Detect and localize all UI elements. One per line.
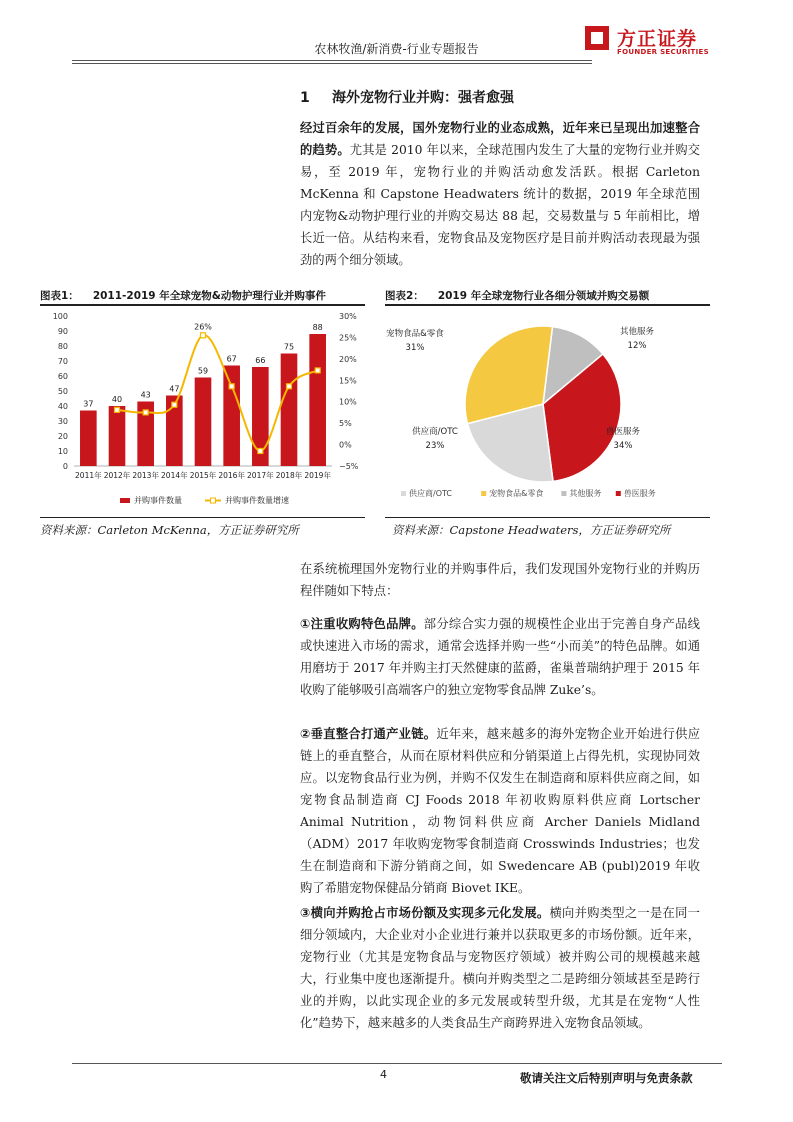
y-left-tick-label: 40 (57, 402, 68, 411)
legend-bar-label: 并购事件数量 (134, 496, 182, 505)
growth-rate-point (143, 410, 148, 415)
pie-value-label: 12% (627, 341, 647, 351)
y-left-tick-label: 20 (57, 432, 68, 441)
feature-paragraph-1 (300, 613, 700, 701)
y-right-tick-label: 0% (339, 440, 352, 450)
y-left-tick-label: 100 (52, 312, 68, 321)
bar (281, 354, 298, 467)
figure1-title: 2011-2019 年全球宠物&动物护理行业并购事件 (92, 290, 326, 302)
feature-paragraph-2 (300, 723, 700, 899)
figure1-source: 资料来源：Carleton McKenna，方正证券研究所 (40, 523, 299, 537)
bar (195, 378, 212, 467)
x-tick-label: 2017年 (247, 471, 274, 480)
feature-1-body: 部分综合实力强的规模性企业出于完善自身产品线或快速进入市场的需求，通常会选择并购一些“小而美”的特色品牌。如通用磨坊于 2017 年并购主打天然健康的蓝爵，雀巢普瑞纳护理于 2015 年收购了能够吸引高端客户的独立宠物零食品牌 Zuke’s。 (300, 617, 700, 697)
ma-events-bar-line-chart (40, 306, 370, 514)
logo-mark-icon (585, 26, 609, 50)
bar-data-label: 75 (283, 342, 295, 352)
y-right-tick-label: 10% (339, 397, 357, 407)
legend-swatch (481, 491, 486, 496)
pie-category-label: 其他服务 (619, 327, 655, 337)
figure1-label: 图表1： (40, 290, 79, 302)
growth-rate-point (287, 384, 292, 389)
figure2-caption (385, 288, 649, 304)
x-tick-label: 2018年 (275, 471, 303, 480)
growth-rate-data-label: 26% (194, 322, 212, 332)
x-tick-label: 2016年 (218, 471, 245, 480)
bar-data-label: 43 (140, 390, 151, 400)
legend-label: 宠物食品&零食 (489, 489, 544, 498)
legend-label: 供应商/OTC (409, 489, 452, 498)
y-left-tick-label: 0 (62, 462, 68, 471)
bar-data-label: 67 (226, 354, 237, 364)
pie-category-label: 兽医服务 (605, 427, 641, 437)
feature-2-heading: ②垂直整合打通产业链。 (300, 727, 437, 741)
growth-rate-point (315, 368, 320, 373)
y-left-tick-label: 30 (57, 417, 68, 426)
y-right-tick-label: 30% (339, 312, 357, 321)
growth-rate-point (201, 333, 206, 338)
y-right-tick-label: −5% (339, 462, 359, 471)
footer-rule (72, 1063, 722, 1064)
pie-value-label: 34% (613, 441, 633, 451)
bar-data-label: 66 (255, 356, 266, 365)
y-left-tick-label: 10 (57, 447, 68, 456)
pie-category-label: 供应商/OTC (412, 427, 458, 437)
feature-paragraph-3 (300, 902, 700, 1034)
founder-logo (585, 24, 715, 60)
y-left-tick-label: 80 (57, 342, 68, 351)
bar (309, 334, 326, 466)
y-left-tick-label: 50 (57, 387, 68, 396)
pie-value-label: 31% (405, 343, 425, 353)
pie-category-label: 宠物食品&零食 (386, 329, 444, 339)
pie-value-label: 23% (425, 441, 445, 451)
page-number: 4 (380, 1068, 387, 1081)
x-tick-label: 2012年 (103, 471, 131, 480)
figure2-bottom-rule (385, 517, 710, 518)
y-left-tick-label: 90 (57, 327, 68, 336)
figure2-label: 图表2： (385, 290, 424, 302)
legend-swatch (616, 491, 621, 496)
bar-data-label: 88 (312, 323, 323, 332)
disclaimer-link[interactable]: 敬请关注文后特别声明与免责条款 (520, 1071, 693, 1085)
growth-rate-point (115, 407, 120, 412)
bar-data-label: 40 (111, 395, 123, 404)
legend-swatch (401, 491, 406, 496)
y-left-tick-label: 70 (57, 357, 68, 366)
y-right-tick-label: 20% (339, 354, 357, 364)
x-tick-label: 2019年 (304, 471, 331, 480)
report-category: 农林牧渔/新消费-行业专题报告 (314, 42, 479, 56)
intro-paragraph (300, 117, 700, 271)
logo-text-cn: 方正证券 (617, 28, 698, 50)
x-tick-label: 2015年 (189, 471, 217, 480)
y-right-tick-label: 15% (339, 376, 357, 386)
figure2-title: 2019 年全球宠物行业各细分领域并购交易额 (437, 290, 650, 302)
intro-body: 尤其是 2010 年以来，全球范围内发生了大量的宠物行业并购交易，至 2019 年，宠物行业的并购活动愈发活跃。根据 Carleton McKenna 和 Capstone Headwaters 统计的数据，2019 年全球范围内宠物&动物护理行业的并购交易达 88 起，交易数量与 5 年前相比，增长近一倍。从结构来看，宠物食品及宠物医疗是目前并购活动表现最为强劲的两个细分领域。 (300, 143, 700, 267)
x-tick-label: 2013年 (132, 471, 159, 480)
legend-line-marker (211, 498, 216, 503)
intro-lead: 经过百余年的发展，国外宠物行业的业态成熟，近年来已呈现出加速整合的趋势。 (300, 121, 700, 157)
legend-line-label: 并购事件数量增速 (225, 496, 289, 505)
growth-rate-point (258, 449, 263, 454)
growth-rate-point (229, 384, 234, 389)
legend-bar-swatch (120, 498, 130, 503)
bar-data-label: 59 (197, 366, 209, 376)
figure1-caption (40, 288, 326, 304)
legend-swatch (561, 491, 566, 496)
header-rule (72, 60, 592, 61)
logo-text-en: FOUNDER SECURITIES (617, 48, 709, 56)
bar (109, 406, 126, 466)
feature-3-heading: ③横向并购抢占市场份额及实现多元化发展。 (300, 906, 550, 920)
header-rule (72, 63, 592, 64)
feature-1-heading: ①注重收购特色品牌。 (300, 617, 424, 631)
bar (80, 411, 97, 467)
feature-3-body: 横向并购类型之一是在同一细分领域内，大企业对小企业进行兼并以获取更多的市场份额。近年来，宠物行业（尤其是宠物食品与宠物医疗领域）被并购公司的规模越来越大，行业集中度也逐渐提升。横向并购类型之二是跨细分领域甚至是跨行业的并购，以此实现企业的多元发展或转型升级，尤其是在宠物“人性化”趋势下，越来越多的人类食品生产商跨界进入宠物食品领域。 (300, 906, 700, 1030)
x-tick-label: 2014年 (161, 471, 188, 480)
bar (223, 366, 240, 467)
segment-deal-value-pie-chart (385, 306, 715, 514)
section-number: 1 (300, 90, 310, 106)
section-title: 海外宠物行业并购：强者愈强 (332, 90, 514, 106)
figure1-bottom-rule (40, 517, 365, 518)
legend-label: 兽医服务 (623, 489, 656, 498)
y-left-tick-label: 60 (57, 372, 68, 381)
feature-2-body: 近年来，越来越多的海外宠物企业开始进行供应链上的垂直整合，从而在原材料供应和分销渠道上占得先机，实现协同效应。以宠物食品行业为例，并购不仅发生在制造商和原料供应商之间，如宠物食品制造商 CJ Foods 2018 年初收购原料供应商 Lortscher Animal Nutrition，动物饲料供应商 Archer Daniels Midland（ADM）2017 年收购宠物零食制造商 Crosswinds Industries；也发生在制造商和下游分销商之间，如 Swedencare AB (publ)2019 年收购了希腊宠物保健品分销商 Biovet IKE。 (300, 727, 700, 895)
y-right-tick-label: 5% (339, 419, 352, 429)
growth-rate-point (172, 402, 177, 407)
y-right-tick-label: 25% (339, 333, 357, 343)
section-heading (300, 87, 514, 107)
x-tick-label: 2011年 (75, 471, 102, 480)
bar-data-label: 37 (83, 399, 94, 409)
figure2-source: 资料来源：Capstone Headwaters，方正证券研究所 (392, 523, 671, 537)
body-intro-paragraph: 在系统梳理国外宠物行业的并购事件后，我们发现国外宠物行业的并购历程伴随如下特点： (300, 562, 700, 598)
legend-label: 其他服务 (569, 489, 602, 498)
bar-data-label: 47 (169, 384, 180, 394)
